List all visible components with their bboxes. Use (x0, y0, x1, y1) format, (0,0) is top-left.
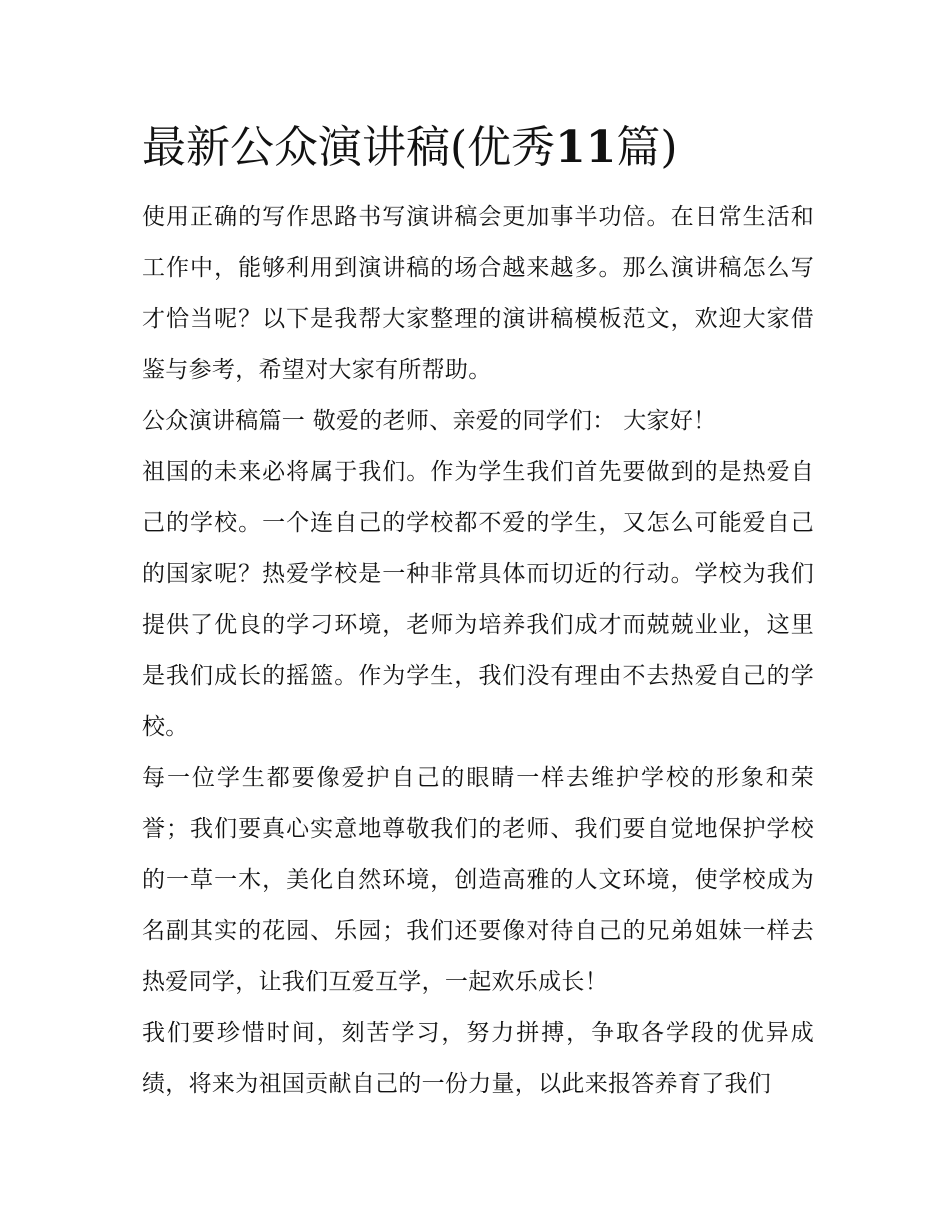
body-paragraph: 每一位学生都要像爱护自己的眼睛一样去维护学校的形象和荣誉；我们要真心实意地尊敬我们的老师、我们要自觉地保护学校的一草一木，美化自然环境，创造高雅的人文环境，使学校成为名副其实的花园、乐园；我们还要像对待自己的兄弟姐妹一样去热爱同学，让我们互爱互学，一起欢乐成长！ (142, 765, 814, 995)
title-prefix: 最新公众演讲稿(优秀 (142, 122, 556, 173)
intro-paragraph: 使用正确的写作思路书写演讲稿会更加事半功倍。在日常生活和工作中，能够利用到演讲稿的场合越来越多。那么演讲稿怎么写才恰当呢？以下是我帮大家整理的演讲稿模板范文，欢迎大家借鉴与参考，希望对大家有所帮助。 (142, 204, 814, 383)
document-body (142, 118, 814, 1110)
title-suffix: 篇) (616, 122, 678, 173)
body-paragraph: 祖国的未来必将属于我们。作为学生我们首先要做到的是热爱自己的学校。一个连自己的学校都不爱的学生，又怎么可能爱自己的国家呢？热爱学校是一种非常具体而切近的行动。学校为我们提供了优良的学刁环境，老师为培养我们成才而兢兢业业，这里是我们成长的摇篮。作为学生，我们没有理由不去热爱自己的学校。 (142, 459, 814, 740)
body-paragraph: 我们要珍惜时间，刻苦学习，努力拼搏，争取各学段的优异成绩，将来为祖国贡献自己的一份力量，以此来报答养育了我们 (142, 1020, 814, 1097)
speech-heading-paragraph: 公众演讲稿篇一 敬爱的老师、亲爱的同学们： 大家好！ (142, 408, 717, 434)
document-title (142, 118, 814, 178)
title-number: 11 (555, 122, 617, 173)
